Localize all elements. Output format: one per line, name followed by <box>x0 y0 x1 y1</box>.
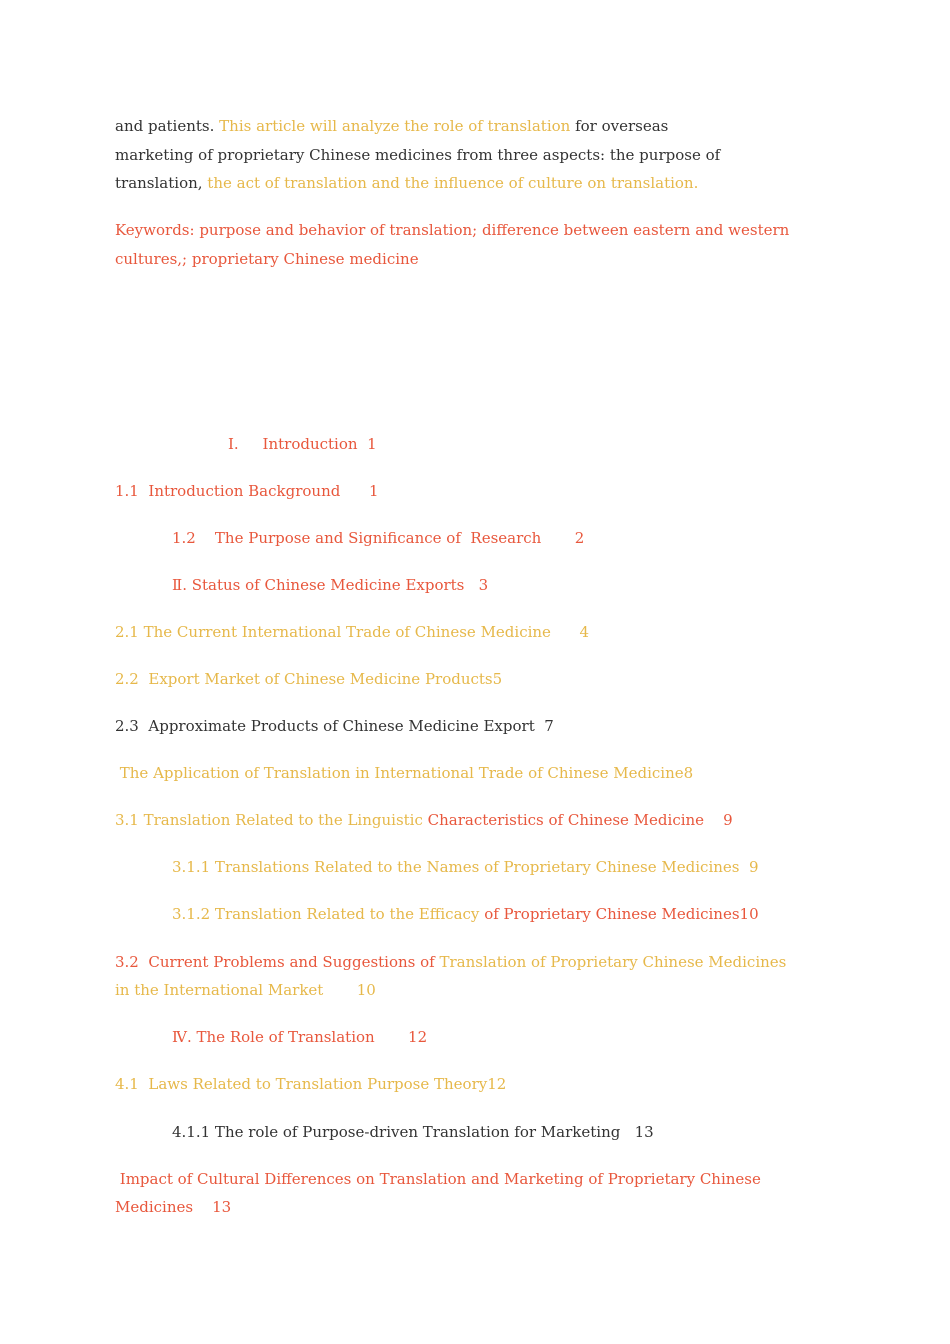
toc-text: 3.1 Translation Related to the Linguistic <box>115 811 428 829</box>
abstract-paragraph <box>115 112 835 198</box>
toc-section-1-2[interactable]: 1.2 The Purpose and Significance of Research 2 <box>172 529 585 547</box>
keywords-line-1: Keywords: purpose and behavior of translation; difference between eastern and western <box>115 221 790 239</box>
toc-section-1-1[interactable]: 1.1 Introduction Background 1 <box>115 482 379 500</box>
toc-text: of Proprietary Chinese Medicines10 <box>484 905 759 923</box>
abstract-line-2: marketing of proprietary Chinese medicines from three aspects: the purpose of <box>115 145 721 164</box>
toc-chapter-4[interactable]: Ⅳ. The Role of Translation 12 <box>172 1028 428 1046</box>
toc-section-3-2-cont[interactable]: in the International Market 10 <box>115 981 376 999</box>
abstract-highlight: This article will analyze the role of translation <box>219 117 571 135</box>
abstract-text: for overseas <box>570 117 669 135</box>
toc-section-4-1-1[interactable]: 4.1.1 The role of Purpose-driven Translation for Marketing 13 <box>172 1123 654 1141</box>
toc-section-4-1[interactable]: 4.1 Laws Related to Translation Purpose Theory12 <box>115 1075 507 1093</box>
toc-section-2-2[interactable]: 2.2 Export Market of Chinese Medicine Products5 <box>115 670 503 688</box>
toc-section-3-1[interactable] <box>115 806 733 834</box>
abstract-highlight: the act of translation and the influence of culture on translation. <box>207 174 699 192</box>
abstract-text: and patients. <box>115 117 220 135</box>
abstract-text: translation, <box>115 174 208 192</box>
toc-text: 3.1.2 Translation Related to the Efficacy <box>172 905 485 923</box>
toc-chapter-2[interactable]: Ⅱ. Status of Chinese Medicine Exports 3 <box>172 576 489 594</box>
abstract-line-3 <box>115 169 835 198</box>
toc-section-3-1-1[interactable]: 3.1.1 Translations Related to the Names of Proprietary Chinese Medicines 9 <box>172 858 759 876</box>
toc-text: 3.2 Current Problems and Suggestions of <box>115 953 440 971</box>
toc-section-3-1-2[interactable] <box>172 900 759 928</box>
toc-section-2-1[interactable]: 2.1 The Current International Trade of Chinese Medicine 4 <box>115 623 590 641</box>
toc-section-2-3[interactable]: 2.3 Approximate Products of Chinese Medicine Export 7 <box>115 717 554 735</box>
toc-section-4-2[interactable]: Impact of Cultural Differences on Translation and Marketing of Proprietary Chinese <box>115 1170 761 1188</box>
abstract-line-1 <box>115 112 835 141</box>
toc-chapter-3[interactable]: The Application of Translation in International Trade of Chinese Medicine8 <box>115 764 694 782</box>
toc-chapter-1[interactable]: Ⅰ. Introduction 1 <box>228 435 377 453</box>
toc-text: Characteristics of Chinese Medicine 9 <box>427 811 733 829</box>
toc-section-3-2[interactable] <box>115 948 786 976</box>
keywords-line-2: cultures,; proprietary Chinese medicine <box>115 249 419 268</box>
toc-text: Translation of Proprietary Chinese Medicines <box>439 953 787 971</box>
toc-section-4-2-cont[interactable]: Medicines 13 <box>115 1198 232 1216</box>
keywords-paragraph <box>115 216 835 273</box>
